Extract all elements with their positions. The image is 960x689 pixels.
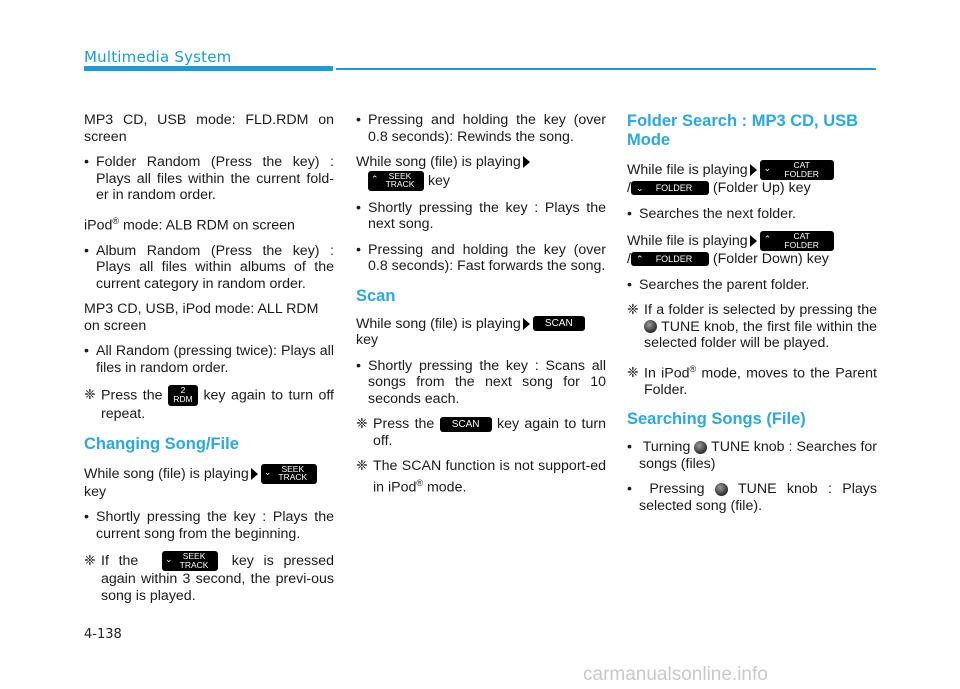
column-2	[356, 112, 606, 505]
scan-key-icon: SCAN	[440, 417, 492, 432]
watermark: carmanualsonline.info	[583, 664, 768, 685]
bullet-item: • Folder Random (Press the key) : Plays all files within the current fold-er in random order.	[84, 154, 334, 204]
note-item: ❈ The SCAN function is not support-ed in iPod® mode.	[356, 458, 606, 496]
bullet-item: • Shortly pressing the key : Plays the current song from the beginning.	[84, 509, 334, 542]
play-icon	[750, 235, 757, 247]
note-item: ❈ Press the 2 RDM key again to turn off repeat.	[84, 385, 334, 423]
bullet-item: • Searches the parent folder.	[627, 277, 877, 294]
bullet-item: • Shortly pressing the key : Scans all songs from the next song for 10 seconds each.	[356, 358, 606, 408]
header-rule-thin	[336, 68, 876, 70]
rdm-key-icon: 2 RDM	[168, 385, 198, 406]
section-title: Multimedia System	[84, 48, 232, 66]
note-mark-icon: ❈	[356, 416, 368, 432]
note-item: ❈ In iPod® mode, moves to the Parent Folder.	[627, 363, 877, 398]
note-mark-icon: ❈	[84, 552, 96, 569]
play-icon	[523, 318, 530, 330]
note-mark-icon: ❈	[627, 302, 639, 318]
bullet-item: • Album Random (Press the key) : Plays all files within albums of the current category in random order.	[84, 243, 334, 293]
seek-track-key-icon: ⌃ SEEK TRACK	[368, 171, 424, 191]
paragraph: While file is playing ⌃ CAT FOLDER / ⌃ FOLDER (Folder Down) key	[627, 231, 877, 268]
note-mark-icon: ❈	[627, 365, 639, 382]
section-heading: Scan	[356, 286, 396, 305]
paragraph: iPod® mode: ALB RDM on screen	[84, 215, 295, 234]
folder-key-icon: ⌄ FOLDER	[631, 181, 709, 195]
section-heading: Searching Songs (File)	[627, 410, 806, 429]
bullet-item: • All Random (pressing twice): Plays all files in random order.	[84, 343, 334, 376]
bullet-item: • Turning TUNE knob : Searches for songs (files)	[627, 439, 877, 472]
column-1	[84, 112, 334, 613]
header-rule-thick	[84, 66, 333, 71]
seek-track-key-icon: ⌄ SEEK TRACK	[261, 464, 317, 484]
folder-key-icon: ⌃ FOLDER	[631, 252, 709, 266]
paragraph: MP3 CD, USB, iPod mode: ALL RDM on screen	[84, 301, 319, 334]
paragraph: While file is playing ⌄ CAT FOLDER / ⌄ FOLDER (Folder Up) key	[627, 160, 877, 197]
section-heading: Changing Song/File	[84, 434, 239, 453]
note-mark-icon: ❈	[84, 387, 96, 404]
paragraph: While song (file) is playing ⌃ SEEK TRACK key	[356, 154, 606, 191]
paragraph: While song (file) is playing SCAN key	[356, 316, 606, 349]
tune-knob-icon	[644, 320, 657, 333]
cat-folder-key-icon: ⌄ CAT FOLDER	[760, 160, 834, 180]
page-number: 4-138	[84, 627, 122, 642]
seek-track-key-icon: ⌄ SEEK TRACK	[162, 551, 218, 571]
bullet-item: • Pressing and holding the key (over 0.8 seconds): Fast forwards the song.	[356, 242, 606, 275]
play-icon	[523, 156, 530, 168]
column-3	[627, 112, 877, 523]
tune-knob-icon	[715, 483, 728, 496]
scan-key-icon: SCAN	[533, 316, 585, 331]
play-icon	[750, 164, 757, 176]
note-item: ❈ Press the SCAN key again to turn off.	[356, 416, 606, 449]
bullet-item: • Pressing TUNE knob : Plays selected song (file).	[627, 481, 877, 514]
paragraph: MP3 CD, USB mode: FLD.RDM on screen	[84, 112, 334, 145]
bullet-item: • Shortly pressing the key : Plays the next song.	[356, 200, 606, 233]
tune-knob-icon	[694, 441, 707, 454]
paragraph: While song (file) is playing ⌄ SEEK TRACK key	[84, 464, 334, 501]
note-mark-icon: ❈	[356, 458, 368, 474]
bullet-item: • Pressing and holding the key (over 0.8 seconds): Rewinds the song.	[356, 112, 606, 145]
cat-folder-key-icon: ⌃ CAT FOLDER	[760, 231, 834, 251]
play-icon	[251, 468, 258, 480]
section-heading: Folder Search : MP3 CD, USB Mode	[627, 112, 859, 149]
note-item: ❈ If a folder is selected by pressing the TUNE knob, the first file within the selected folder will be played.	[627, 302, 877, 351]
note-item: ❈ If the ⌄ SEEK TRACK key is pressed again within 3 second, the previ-ous song is played.	[84, 551, 334, 604]
bullet-item: • Searches the next folder.	[627, 206, 877, 223]
